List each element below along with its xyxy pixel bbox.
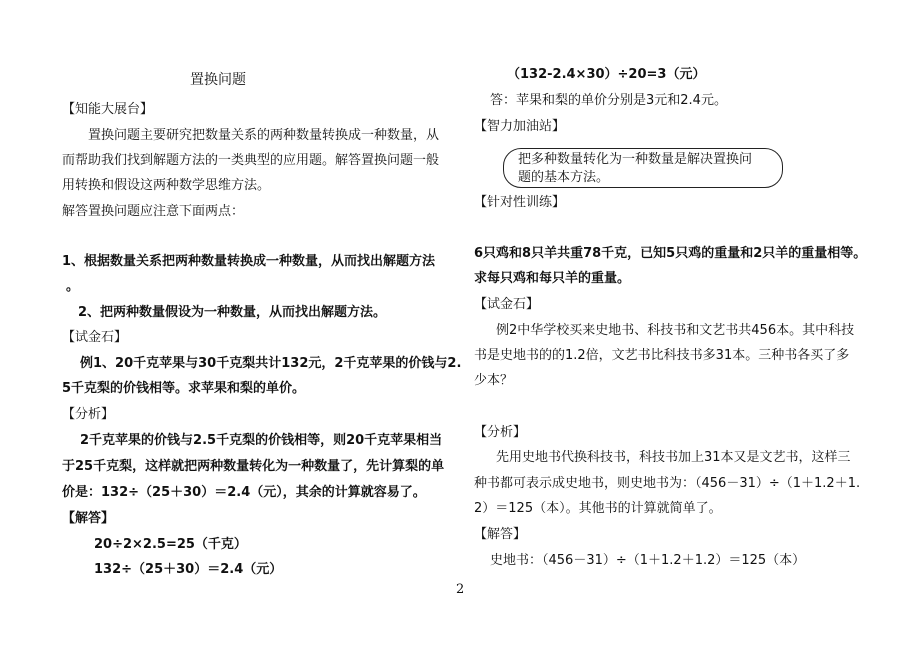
example-2-line-2: 书是史地书的的1.2倍，文艺书比科技书多31本。三种书各买了多 — [474, 348, 850, 363]
example-1-line-1: 例1、20千克苹果与30千克梨共计132元，2千克苹果的价钱与2. — [80, 356, 462, 371]
points-heading: 解答置换问题应注意下面两点： — [62, 204, 245, 219]
section-heading-test-2: 【试金石】 — [474, 297, 540, 312]
section-heading-analysis-2: 【分析】 — [474, 425, 527, 440]
example-2-line-3: 少本？ — [474, 373, 514, 388]
solution-line-3: （132-2.4×30）÷20=3（元） — [507, 67, 706, 82]
section-heading-brain: 【智力加油站】 — [474, 119, 566, 134]
example-1-line-2: 5千克梨的价钱相等。求苹果和梨的单价。 — [62, 381, 306, 396]
section-heading-solution: 【解答】 — [62, 511, 115, 526]
solution-2-line-1: 史地书：（456－31）÷（1＋1.2＋1.2）＝125（本） — [490, 553, 806, 568]
point-2: 2、把两种数量假设为一种数量，从而找出解题方法。 — [78, 305, 387, 320]
section-heading-knowledge: 【知能大展台】 — [62, 102, 154, 117]
training-line-1: 6只鸡和8只羊共重78千克，已知5只鸡的重量和2只羊的重量相等。 — [474, 246, 867, 261]
analysis-2-line-1: 先用史地书代换科技书，科技书加上31本又是文艺书，这样三 — [496, 450, 851, 465]
answer-line: 答：苹果和梨的单价分别是3元和2.4元。 — [490, 93, 727, 108]
page-number: 2 — [456, 582, 465, 597]
page-title: 置换问题 — [190, 72, 246, 88]
intro-line-3: 用转换和假设这两种数学思维方法。 — [62, 178, 271, 193]
training-line-2: 求每只鸡和每只羊的重量。 — [474, 271, 631, 286]
tip-line-1: 把多种数量转化为一种数量是解决置换问 — [518, 152, 753, 167]
analysis-line-2: 于25千克梨，这样就把两种数量转化为一种数量了，先计算梨的单 — [62, 459, 445, 474]
analysis-2-line-3: 2）＝125（本）。其他书的计算就简单了。 — [474, 501, 722, 516]
solution-line-1: 20÷2×2.5=25（千克） — [94, 537, 247, 552]
analysis-line-1: 2千克苹果的价钱与2.5千克梨的价钱相等，则20千克苹果相当 — [80, 433, 443, 448]
tip-line-2: 题的基本方法。 — [518, 170, 610, 185]
section-heading-test: 【试金石】 — [62, 330, 128, 345]
analysis-2-line-2: 种书都可表示成史地书，则史地书为：（456－31）÷（1＋1.2＋1. — [474, 476, 861, 491]
point-1-line-2: 。 — [66, 279, 80, 294]
analysis-line-3: 价是：132÷（25＋30）＝2.4（元），其余的计算就容易了。 — [62, 485, 426, 500]
point-1-line-1: 1、根据数量关系把两种数量转换成一种数量，从而找出解题方法 — [62, 254, 436, 269]
section-heading-analysis: 【分析】 — [62, 407, 115, 422]
example-2-line-1: 例2中华学校买来史地书、科技书和文艺书共456本。其中科技 — [496, 323, 855, 338]
solution-line-2: 132÷（25＋30）＝2.4（元） — [94, 562, 283, 577]
section-heading-training: 【针对性训练】 — [474, 195, 566, 210]
section-heading-solution-2: 【解答】 — [474, 527, 527, 542]
intro-line-1: 置换问题主要研究把数量关系的两种数量转换成一种数量，从 — [88, 128, 440, 143]
intro-line-2: 而帮助我们找到解题方法的一类典型的应用题。解答置换问题一般 — [62, 153, 440, 168]
